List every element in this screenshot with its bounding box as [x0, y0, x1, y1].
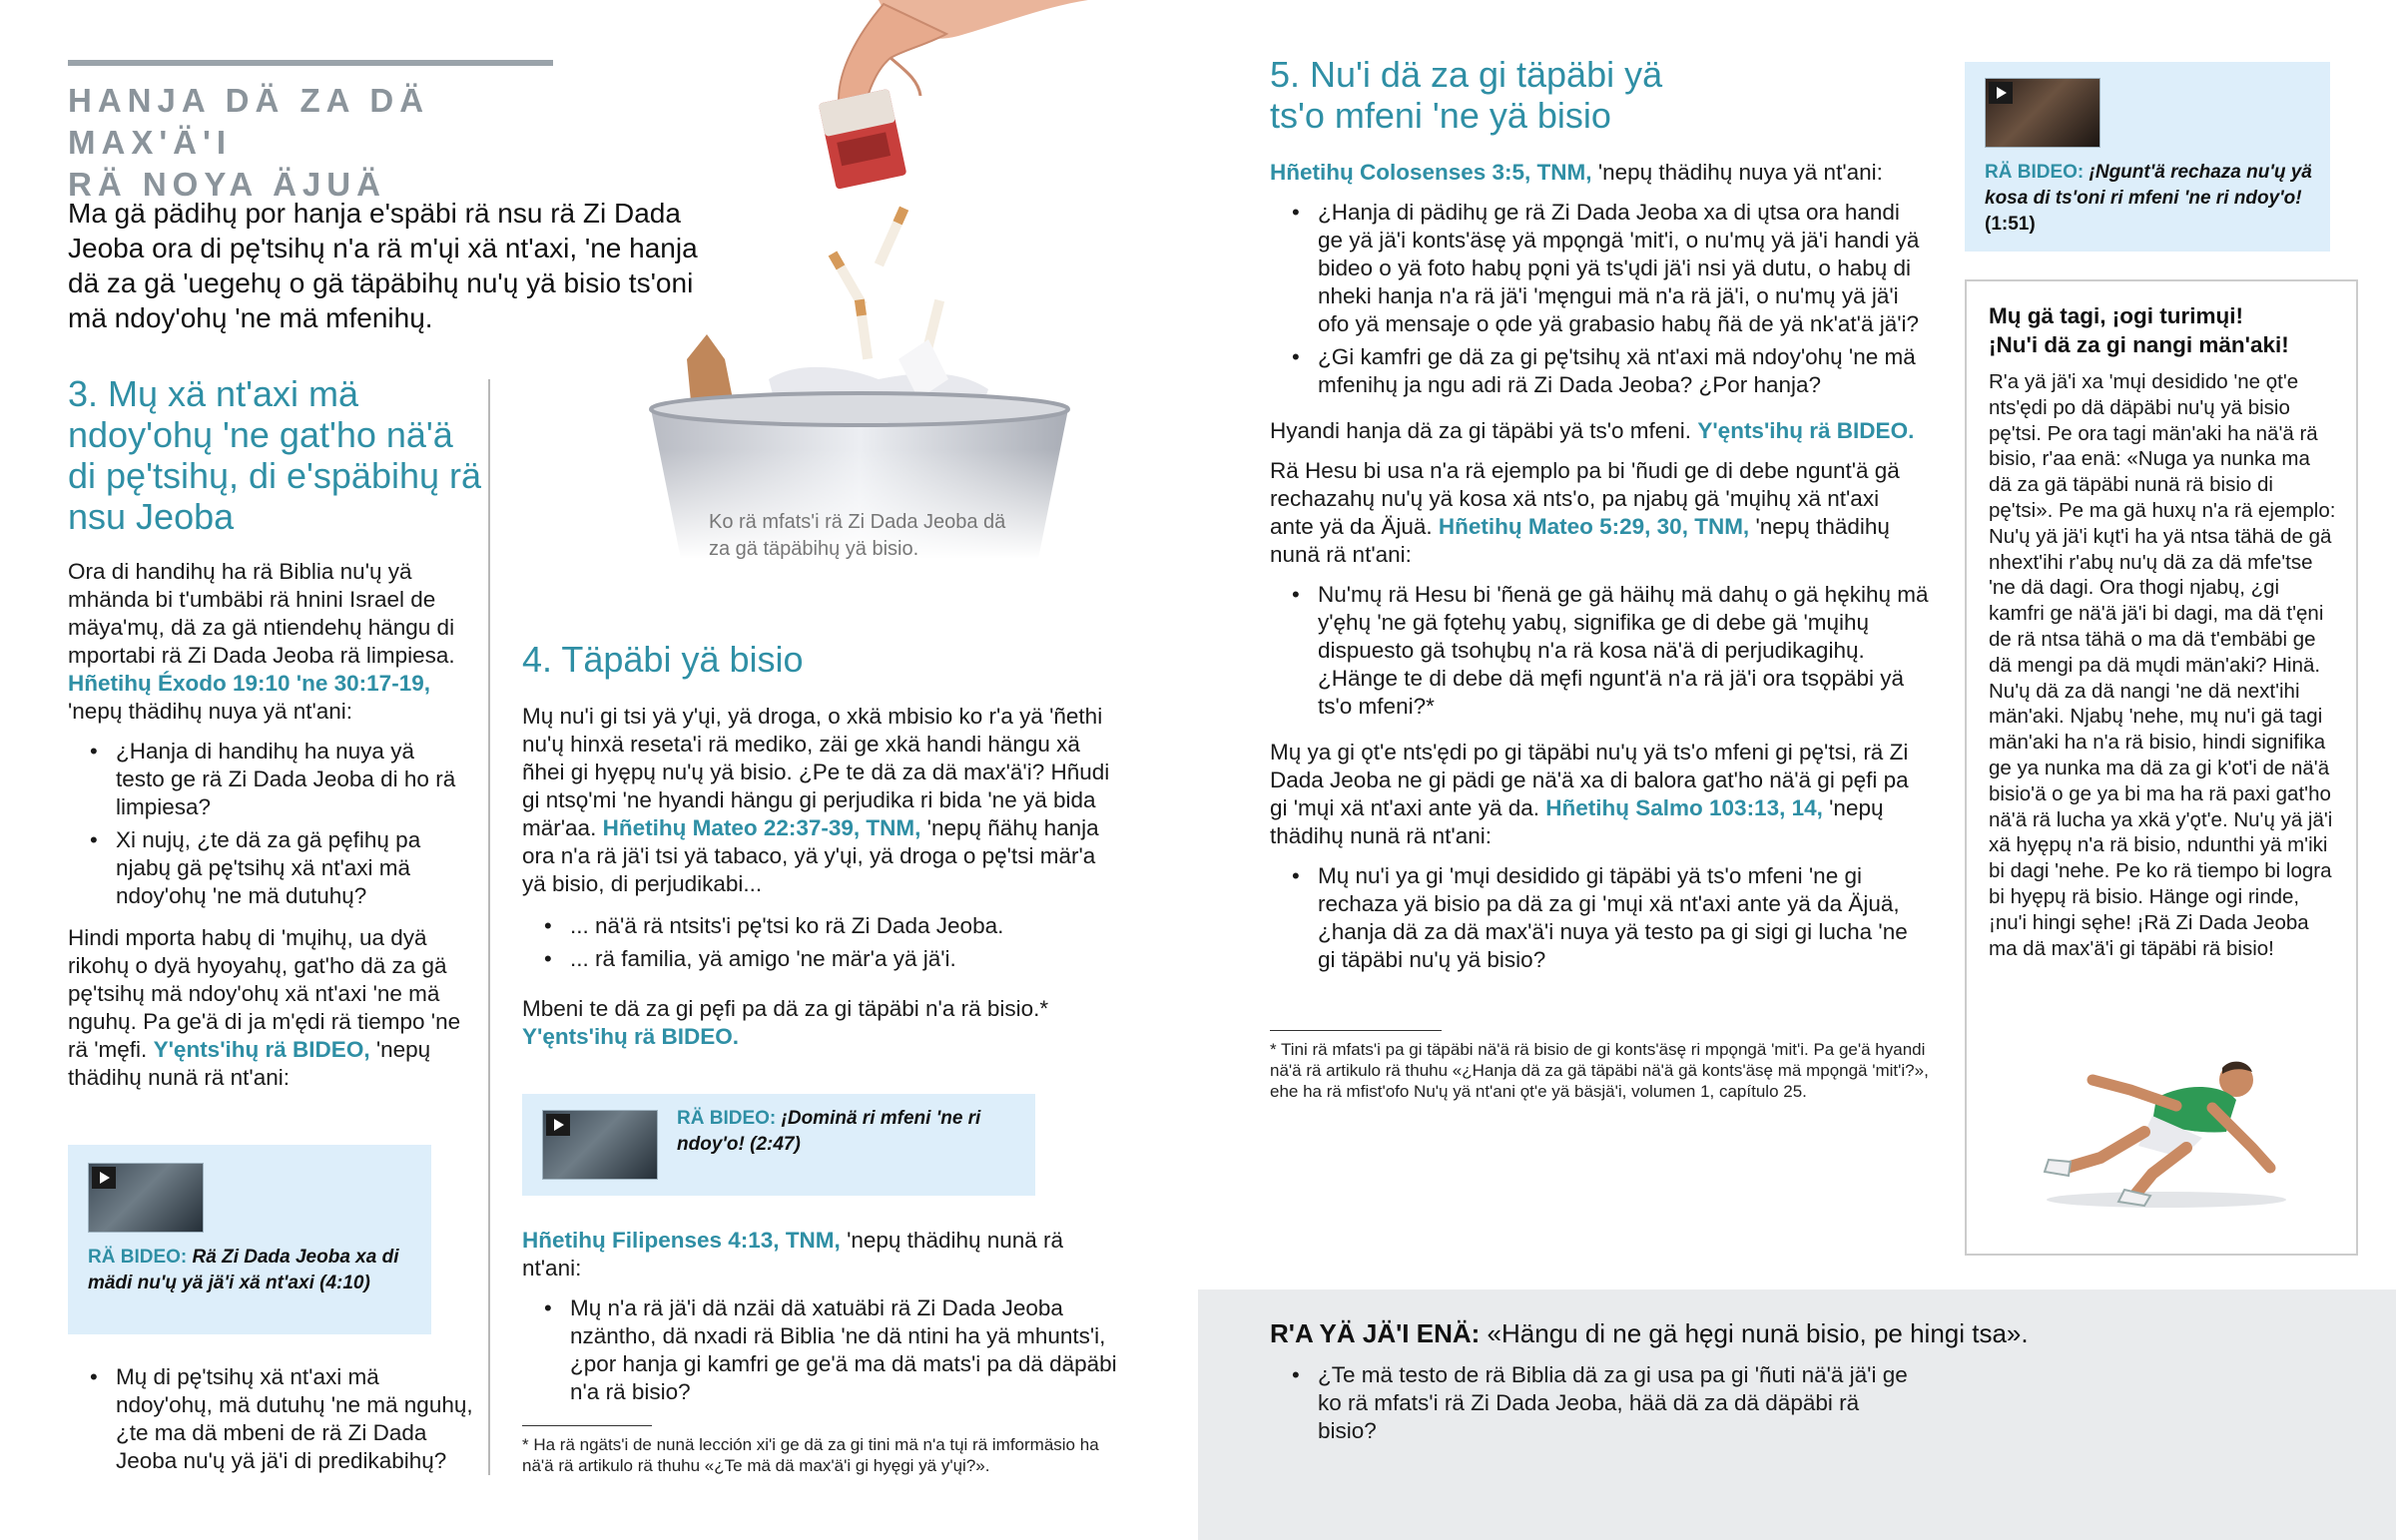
runner-illustration: [2027, 1050, 2296, 1210]
section-5-body: [1270, 159, 1929, 979]
section-4-body-2: [522, 1227, 1121, 1411]
footnote-rule: [522, 1425, 652, 1426]
video-link[interactable]: Y'ęnts'ihų rä BIDEO,: [153, 1037, 370, 1062]
video-box-section-3[interactable]: [68, 1145, 431, 1334]
column-divider: [488, 379, 490, 1475]
scripture-link-filipenses[interactable]: Hñetihų Filipenses 4:13, TNM,: [522, 1228, 841, 1253]
video-label[interactable]: RÄ BIDEO: ¡Dominä ri mfeni 'ne ri ndoy'o! (2:47): [677, 1108, 981, 1155]
section-3-paragraph-1: Ora di handihų ha rä Biblia nu'ų yä mhända bi t'umbäbi rä hnini Israel de mäya'mų, dä za gä ntiendehų hängu di mportabi rä Zi Dada Jeoba rä limpiesa. Hñetihų Éxodo 19:10 'ne 30:17-19, 'nepų thädihų nuya yä nt'ani:: [68, 559, 455, 724]
footnote-rule: [1270, 1030, 1442, 1031]
video-link[interactable]: Y'ęnts'ihų rä BIDEO.: [1697, 418, 1915, 443]
list-item: • Mų nu'i ya gi 'mųi desidido gi täpäbi yä ts'o mfeni 'ne gi rechaza yä bisio pa dä za gi 'mųi xä nt'axi ante yä da Äjuä, ¿hanja dä za dä max'ä'i nuya yä testo pa gi sigi gi lucha 'ne gi täpäbi nu'ų yä bisio?: [1270, 862, 1929, 974]
sidebar-text: R'a yä jä'i xa 'mųi desidido 'ne ǫt'e nts'ędi po dä däpäbi nu'ų yä bisio pę'tsi. Pe ora tagi män'aki ha nä'ä rä bisio, r'aa enä: «Nuga ya nunka ma dä za gä täpäbi nunä rä bisio di pę'tsi». Pe ma gä huxų n'a rä ejemplo: Nu'ų yä jä'i kųt'i ha yä ntsa tähä de gä nhext'ihi r'abų nu'ų dä za dä mfe'tse 'ne dä dagi. Ora thogi njabų, ¿gi kamfri ge nä'ä jä'i bi dagi, ma dä t'ęni de rä ntsa tähä o ma dä t'embäbi ge dä mengi pa dä mųdi män'aki? Hinä. Nu'ų dä za dä nangi 'ne dä next'ihi män'aki. Njabų 'nehe, mų nu'i gä tagi män'aki ha n'a rä bisio, hindi signifika ge ya nunka ma dä za gi k'ot'i de nä'ä bisio'ä o ge ya bi ma ha rä paxi gat'ho nä'ä rä lucha ya xkä y'ǫt'e. Nu'ų yä jä'i xä hyępų n'a rä bisio, ndunthi yä m'iki bi dagi 'nehe. Pe ko rä tiempo bi logra bi hyępų rä bisio. Hänge ogi rinde, ¡nu'i hingi sęhe! ¡Rä Zi Dada Jeoba ma dä max'ä'i gi täpäbi rä bisio!: [1989, 370, 2336, 960]
objection-title: R'A YÄ JÄ'I ENÄ: «Hängu di ne gä hęgi nunä bisio, pe hingi tsa».: [1270, 1318, 2029, 1348]
list-item: • ¿Gi kamfri ge dä za gi pę'tsihų xä nt'axi mä ndoy'ohų 'ne mä mfenihų ja ngu adi rä Zi Dada Jeoba? ¿Por hanja?: [1270, 343, 1929, 399]
intro-title: HANJA DÄ ZA DÄ MAX'Ä'I RÄ NOYA ÄJUÄ: [68, 82, 430, 203]
scripture-link-mateo-5[interactable]: Hñetihų Mateo 5:29, 30, TNM,: [1438, 514, 1750, 539]
section-3-heading: 3. Mų xä nt'axi mä ndoy'ohų 'ne gat'ho nä'ä di pę'tsihų, di e'späbihų rä nsu Jeoba: [68, 373, 482, 537]
encouragement-sidebar: [1965, 279, 2358, 1256]
video-box-section-5[interactable]: [1965, 62, 2330, 252]
section-4-body: [522, 703, 1121, 1051]
video-thumbnail[interactable]: [1985, 78, 2100, 148]
section-4-paragraph-3: Hñetihų Filipenses 4:13, TNM, 'nepų thädihų nunä rä nt'ani:: [522, 1228, 1064, 1281]
section-5-question-3: [1270, 862, 1929, 974]
video-link[interactable]: Y'ęnts'ihų rä BIDEO.: [522, 1024, 739, 1049]
list-item: • ... rä familia, yä amigo 'ne mär'a yä jä'i.: [522, 945, 1121, 973]
trash-can-illustration: [629, 0, 1098, 559]
video-box-section-4[interactable]: [522, 1094, 1035, 1196]
play-icon: [546, 1114, 570, 1136]
list-item: • ¿Hanja di handihų ha nuya yä testo ge rä Zi Dada Jeoba di ho rä limpiesa?: [68, 738, 467, 821]
list-item: • Mų di pę'tsihų xä nt'axi mä ndoy'ohų, mä dutuhų 'ne mä nguhų, ¿te ma dä mbeni de rä Zi Dada Jeoba nu'ų yä jä'i di predikabihų?: [68, 1363, 477, 1475]
intro-text: Ma gä pädihų por hanja e'späbi rä nsu rä Zi Dada Jeoba ora di pę'tsihų n'a rä m'ųi xä nt'axi, 'ne hanja dä za gä 'uegehų o gä täpäbihų nu'ų yä bisio ts'oni mä ndoy'ohų 'ne mä mfenihų.: [68, 198, 698, 333]
section-4-paragraph-2: Mbeni te dä za gi pęfi pa dä za gi täpäbi n'a rä bisio.* Y'ęnts'ihų rä BIDEO.: [522, 996, 1049, 1049]
section-5-paragraph-4: Mų ya gi ǫt'e nts'ędi po gi täpäbi nu'ų yä ts'o mfeni gi pę'tsi, rä Zi Dada Jeoba ne gi pädi ge nä'ä xa di balora gat'ho nä'ä gi pęfi pa gi 'mųi xä nt'axi ante yä da. Hñetihų Salmo 103:13, 14, 'nepų thädihų nunä rä nt'ani:: [1270, 740, 1909, 848]
objection-box: [1198, 1289, 2396, 1540]
scripture-link-salmo[interactable]: Hñetihų Salmo 103:13, 14,: [1545, 795, 1823, 820]
section-4-question: [522, 1294, 1121, 1406]
section-3-questions: [68, 738, 467, 910]
sidebar-title: Mų gä tagi, ¡ogi turimųi! ¡Nu'i dä za gi nangi män'aki!: [1989, 303, 2289, 357]
section-5-footnote: * Tini rä mfats'i pa gi täpäbi nä'ä rä bisio de gi konts'äsę ri mpǫngä 'mit'i. Pa ge'ä hyandi nä'ä rä artikulo rä thuhu «¿Hanja dä za gä täpäbi nä'ä gä konts'äsę mä mpǫngä 'mit'i?», ehe ha rä mfist'ofo Nu'ų yä nt'ani ǫt'e yä bäsjä'i, volumen 1, capítulo 25.: [1270, 1040, 1929, 1101]
section-5-heading: 5. Nu'i dä za gi täpäbi yä ts'o mfeni 'ne yä bisio: [1270, 54, 1663, 136]
section-4-list: [522, 912, 1121, 973]
list-item: • ... nä'ä rä ntsits'i pę'tsi ko rä Zi Dada Jeoba.: [522, 912, 1121, 940]
section-4-heading: 4. Täpäbi yä bisio: [522, 639, 804, 680]
list-item: • Xi nujų, ¿te dä za gä pęfihų pa njabų gä pę'tsihų xä nt'axi mä ndoy'ohų 'ne mä dutuhų?: [68, 826, 467, 910]
section-5-question-2: [1270, 581, 1929, 721]
video-thumbnail[interactable]: [88, 1163, 204, 1233]
play-icon: [1989, 82, 2013, 104]
list-item: • Nu'mų rä Hesu bi 'ñenä ge gä häihų mä dahų o gä hękihų mä y'ęhų 'ne gä fǫtehų yabų, signifika ge di debe gä 'mųihų dispuesto gä tsohųbų n'a rä kosa nä'ä di perjudikagihų. ¿Hänge te di debe dä męfi ngunt'ä n'a rä jä'i ora tsǫpäbi yä ts'o mfeni?*: [1270, 581, 1929, 721]
objection-question: [1270, 1361, 1909, 1450]
section-3-final-question: [68, 1363, 477, 1480]
section-5-paragraph-2: Hyandi hanja dä za gi täpäbi yä ts'o mfeni. Y'ęnts'ihų rä BIDEO.: [1270, 418, 1915, 443]
list-item: • ¿Te mä testo de rä Biblia dä za gi usa pa gi 'ñuti nä'ä jä'i ge ko rä mfats'i rä Zi Dada Jeoba, hää dä za dä däpäbi rä bisio?: [1270, 1361, 1909, 1445]
video-label[interactable]: RÄ BIDEO: Rä Zi Dada Jeoba xa di mädi nu'ų yä jä'i xä nt'axi (4:10): [88, 1247, 399, 1293]
section-5-paragraph-3: Rä Hesu bi usa n'a rä ejemplo pa bi 'ñudi ge di debe ngunt'ä gä rechazahų nu'ų yä kosa xä nts'o, pa njabų gä 'mųihų xä nt'axi ante yä da Äjuä. Hñetihų Mateo 5:29, 30, TNM, 'nepų thädihų nunä rä nt'ani:: [1270, 458, 1900, 567]
video-thumbnail[interactable]: [542, 1110, 658, 1180]
play-icon: [92, 1167, 116, 1189]
list-item: • ¿Hanja di pädihų ge rä Zi Dada Jeoba xa di ųtsa ora handi ge yä jä'i konts'äsę yä mpǫngä 'mit'i, o nu'mų yä jä'i handi yä bideo o yä foto habų pǫni yä ts'ųdi jä'i nsi yä dutu, o habų di nheki hanja n'a rä jä'i 'męngui mä n'a rä jä'i, o nu'mų yä jä'i ofo yä mensaje o ǫde yä grabasio habų ñä de yä nk'at'ä jä'i?: [1270, 199, 1929, 338]
section-4-paragraph-1: Mų nu'i gi tsi yä y'ųi, yä droga, o xkä mbisio ko r'a yä 'ñethi nu'ų hinxä reseta'i rä mediko, zäi ge xkä handi hängu xä ñhei gi hyępų nu'ų yä bisio. ¿Pe te dä za dä max'ä'i? Hñudi gi ntsǫ'mi 'ne hyandi hängu gi perjudika ri bida 'ne yä bida mär'aa. Hñetihų Mateo 22:37-39, TNM, 'nepų ñähų hanja ora n'a rä jä'i tsi yä tabaco, yä y'ųi, yä droga o pę'tsi mär'a yä bisio, di perjudikabi...: [522, 704, 1110, 896]
scripture-link-mateo-22[interactable]: Hñetihų Mateo 22:37-39, TNM,: [602, 815, 921, 840]
intro-rule: [68, 60, 553, 66]
scripture-link-colosenses[interactable]: Hñetihų Colosenses 3:5, TNM,: [1270, 160, 1592, 185]
list-item: • Mų n'a rä jä'i dä nzäi dä xatuäbi rä Zi Dada Jeoba nzäntho, dä nxadi rä Biblia 'ne dä ntini ha yä mhunts'i, ¿por hanja gi kamfri ge ge'ä ma dä mats'i pa dä däpäbi n'a rä bisio?: [522, 1294, 1121, 1406]
section-3-body: [68, 558, 467, 1092]
section-5-paragraph-1: Hñetihų Colosenses 3:5, TNM, 'nepų thädihų nuya yä nt'ani:: [1270, 160, 1883, 185]
image-caption: Ko rä mfats'i rä Zi Dada Jeoba dä za gä täpäbihų yä bisio.: [709, 511, 1006, 560]
video-label[interactable]: RÄ BIDEO: ¡Ngunt'ä rechaza nu'ų yä kosa di ts'oni ri mfeni 'ne ri ndoy'o! (1:51): [1985, 162, 2312, 235]
scripture-link-exodo[interactable]: Hñetihų Éxodo 19:10 'ne 30:17-19,: [68, 671, 430, 696]
section-4-footnote: * Ha rä ngäts'i de nunä lección xi'i ge dä za gi tini mä n'a tųi rä imformäsio ha nä'ä rä artikulo rä thuhu «¿Te mä dä max'ä'i gi hyęgi yä y'ųi?».: [522, 1435, 1099, 1475]
section-3-paragraph-2: Hindi mporta habų di 'mųihų, ua dyä rikohų o dyä hyoyahų, gat'ho dä za gä pę'tsihų mä ndoy'ohų xä nt'axi 'ne mä nguhų. Pa ge'ä di ja m'ędi rä tiempo 'ne rä 'męfi. Y'ęnts'ihų rä BIDEO, 'nepų thädihų nunä rä nt'ani:: [68, 925, 461, 1090]
section-5-questions: [1270, 199, 1929, 399]
